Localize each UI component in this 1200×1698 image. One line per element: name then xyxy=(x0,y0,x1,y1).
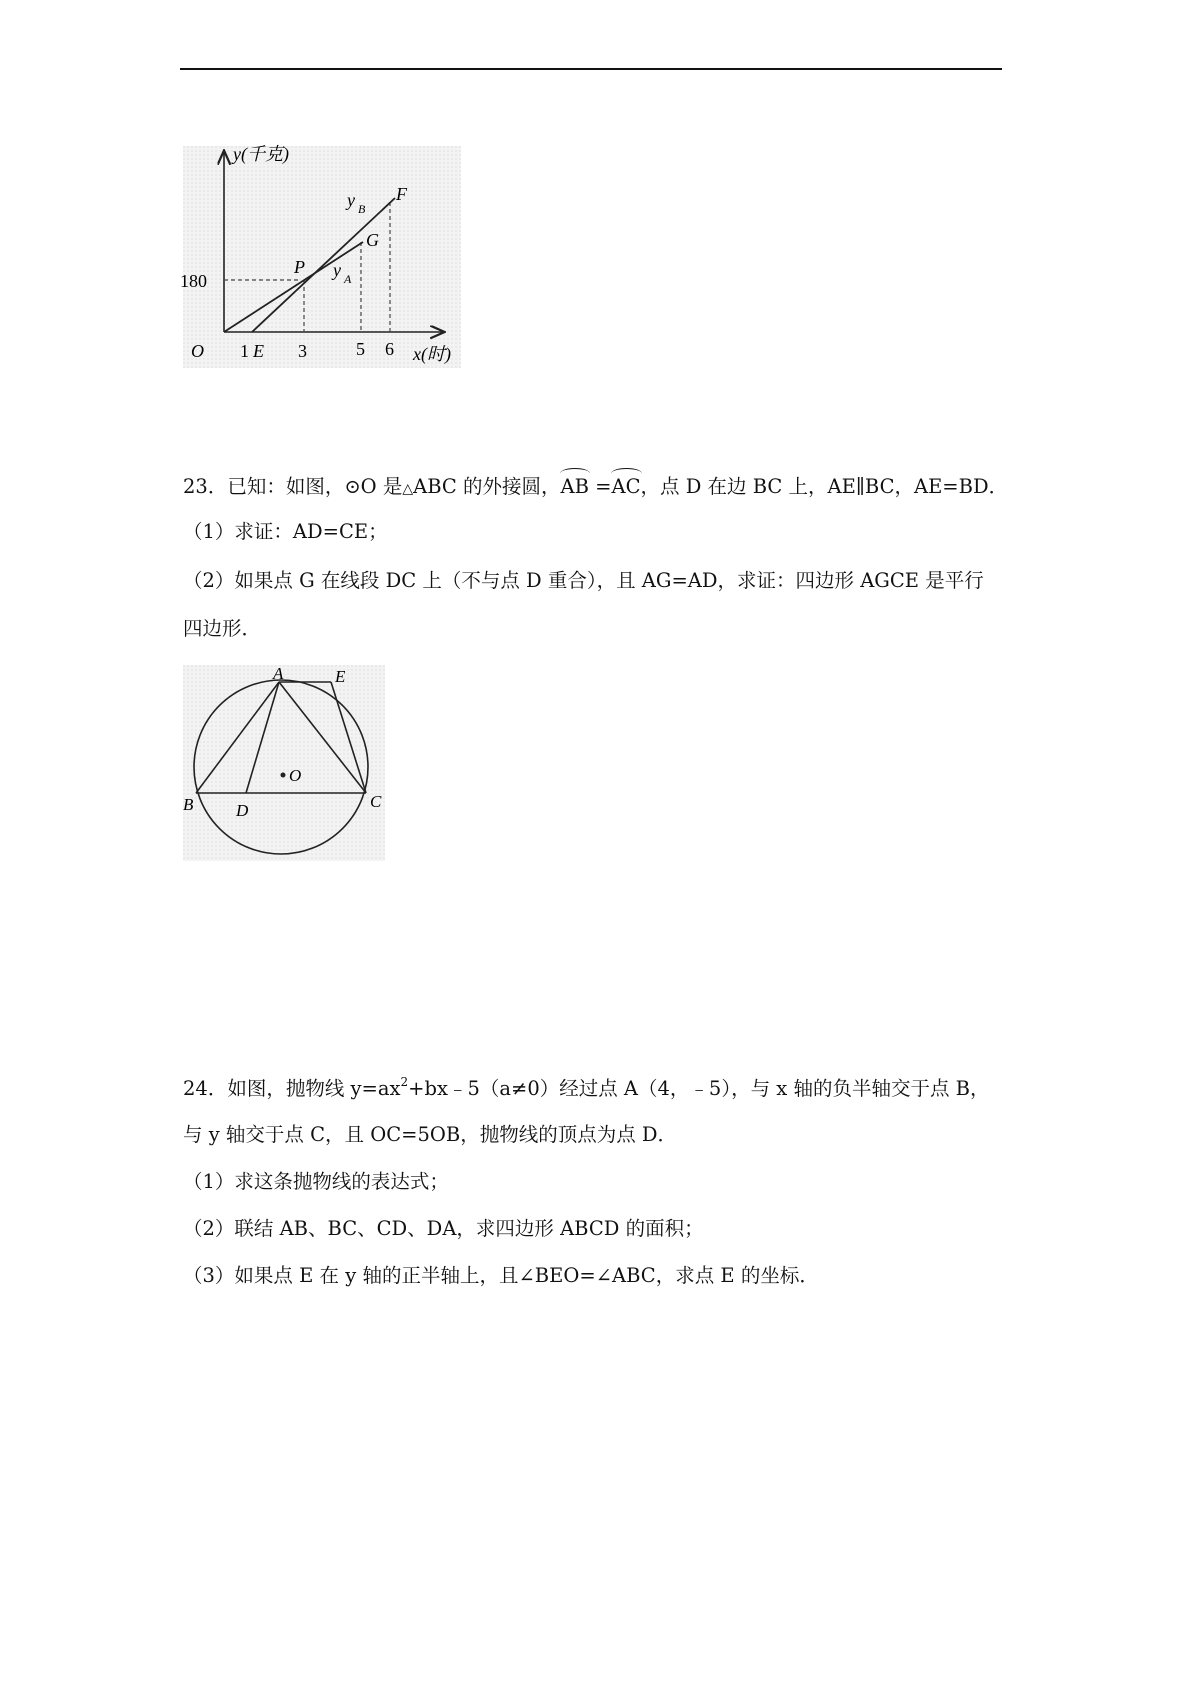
arc-AC: AC xyxy=(611,475,641,498)
figure-line-graph xyxy=(180,144,461,368)
point-A: A xyxy=(273,664,284,683)
point-E: E xyxy=(253,341,264,361)
q23-line1: 23．已知：如图，⊙O 是△ABC 的外接圆，AB =AC，点 D 在边 BC 上，AE∥BC，AE=BD． xyxy=(183,475,1009,498)
origin-label: O xyxy=(191,341,204,361)
y-axis-label: y(千克) xyxy=(233,144,289,164)
y-tick-180: 180 xyxy=(180,271,207,291)
point-C: C xyxy=(370,792,382,811)
point-B: B xyxy=(183,795,194,814)
point-E: E xyxy=(335,667,346,686)
figure-circle-geometry xyxy=(183,665,385,861)
point-O: O xyxy=(289,766,302,785)
q24-part2: （2）联结 AB、BC、CD、DA，求四边形 ABCD 的面积； xyxy=(183,1217,704,1240)
x-tick-6: 6 xyxy=(385,339,394,359)
x-tick-3: 3 xyxy=(298,341,307,361)
point-P: P xyxy=(294,257,305,277)
point-F: F xyxy=(396,184,407,204)
q23-part2-cont: 四边形． xyxy=(183,617,262,640)
x-tick-5: 5 xyxy=(356,339,365,359)
q23-part1: （1）求证：AD=CE； xyxy=(183,520,388,543)
label-yB-sub: B xyxy=(358,202,366,216)
label-yA-sub: A xyxy=(344,272,352,286)
arc-AB: AB xyxy=(560,475,589,498)
x-axis-label: x(时) xyxy=(413,344,451,364)
header-rule xyxy=(180,68,1002,70)
x-tick-1: 1 xyxy=(240,341,249,361)
q24-part3: （3）如果点 E 在 y 轴的正半轴上，且∠BEO=∠ABC，求点 E 的坐标． xyxy=(183,1264,819,1287)
q24-part1: （1）求这条抛物线的表达式； xyxy=(183,1170,449,1193)
q23-part2: （2）如果点 G 在线段 DC 上（不与点 D 重合），且 AG=AD，求证：四边形 AGCE 是平行 xyxy=(183,569,984,592)
label-yA: y xyxy=(333,260,341,280)
q24-line1: 24．如图，抛物线 $y=ax^2+bx﹣5(a\ne 0)$经过点 A（4，﹣5），与 x 轴的负半轴交于点 B， xyxy=(183,1075,990,1100)
label-yB: y xyxy=(347,190,355,210)
q24-line2: 与 y 轴交于点 C，且 OC=5OB，抛物线的顶点为点 D． xyxy=(183,1123,678,1146)
point-G: G xyxy=(366,230,379,250)
point-D: D xyxy=(236,801,249,820)
